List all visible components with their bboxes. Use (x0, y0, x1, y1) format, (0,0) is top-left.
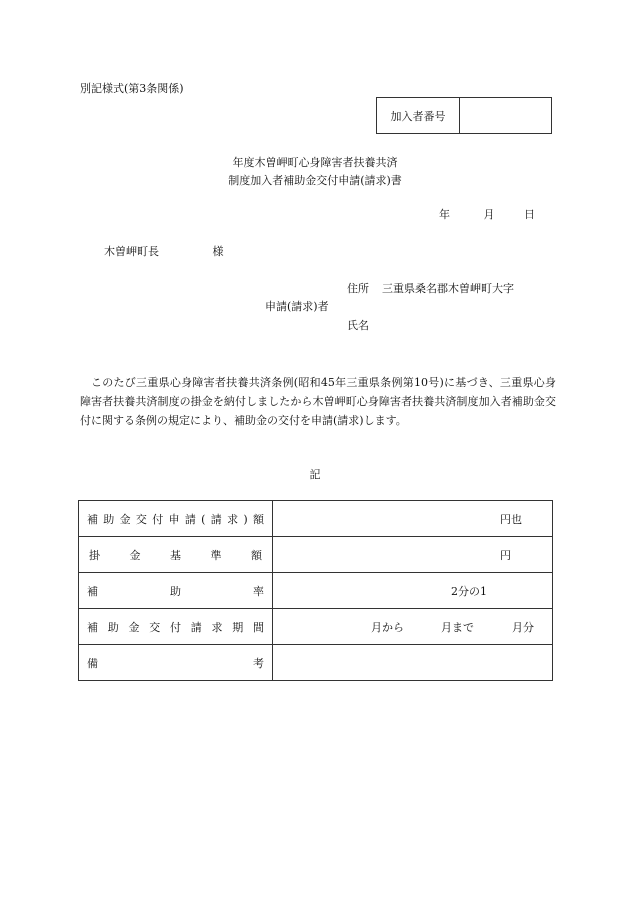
member-number-field[interactable] (460, 98, 551, 133)
rate-value: 2分の1 (451, 584, 487, 598)
period-from: 月から (371, 620, 404, 634)
amount-unit: 円也 (500, 512, 522, 526)
row-label-remarks: 備考 (79, 645, 273, 681)
row-label-base: 掛金基準額 (79, 537, 273, 573)
title-line-1: 年度木曽岬町心身障害者扶養共済 (232, 156, 398, 169)
applicant-label: 申請(請求)者 (265, 300, 329, 313)
addressee (104, 243, 224, 259)
ki-heading: 記 (309, 468, 321, 481)
date-day: 日 (524, 208, 535, 221)
base-unit: 円 (500, 548, 511, 562)
addressee-name: 木曽岬町長 (104, 245, 159, 258)
addressee-honorific: 様 (212, 245, 224, 258)
row-value-period[interactable] (273, 609, 553, 645)
table-row (79, 645, 553, 681)
table-row (79, 501, 553, 537)
row-value-base[interactable] (273, 537, 553, 573)
row-label-period: 補助金交付請求期間 (79, 609, 273, 645)
row-value-rate (273, 573, 553, 609)
row-value-remarks[interactable] (273, 645, 553, 681)
row-value-amount[interactable] (273, 501, 553, 537)
table-row (79, 573, 553, 609)
member-number-box (376, 97, 552, 134)
period-months: 月分 (512, 620, 534, 634)
record-table (78, 500, 553, 681)
row-label-amount: 補助金交付申請(請求)額 (79, 501, 273, 537)
date-month: 月 (483, 208, 495, 221)
name-label: 氏名 (347, 319, 369, 332)
date-year: 年 (439, 208, 450, 221)
title-line-2: 制度加入者補助金交付申請(請求)書 (228, 174, 402, 187)
member-number-label: 加入者番号 (377, 98, 460, 133)
period-to: 月まで (441, 620, 474, 634)
form-label: 別記様式(第3条関係) (80, 82, 184, 95)
row-label-rate: 補助率 (79, 573, 273, 609)
address-label: 住所 (347, 282, 369, 295)
table-row (79, 537, 553, 573)
date-line (439, 206, 535, 222)
table-row (79, 609, 553, 645)
body-text: このたび三重県心身障害者扶養共済条例(昭和45年三重県条例第10号)に基づき、三重県心身障害者扶養共済制度の掛金を納付しましたから木曽岬町心身障害者扶養共済制度加入者補助金交付に関する条例の規定により、補助金の交付を申請(請求)します。 (80, 376, 556, 427)
address-value: 三重県桑名郡木曽岬町大字 (382, 282, 514, 295)
